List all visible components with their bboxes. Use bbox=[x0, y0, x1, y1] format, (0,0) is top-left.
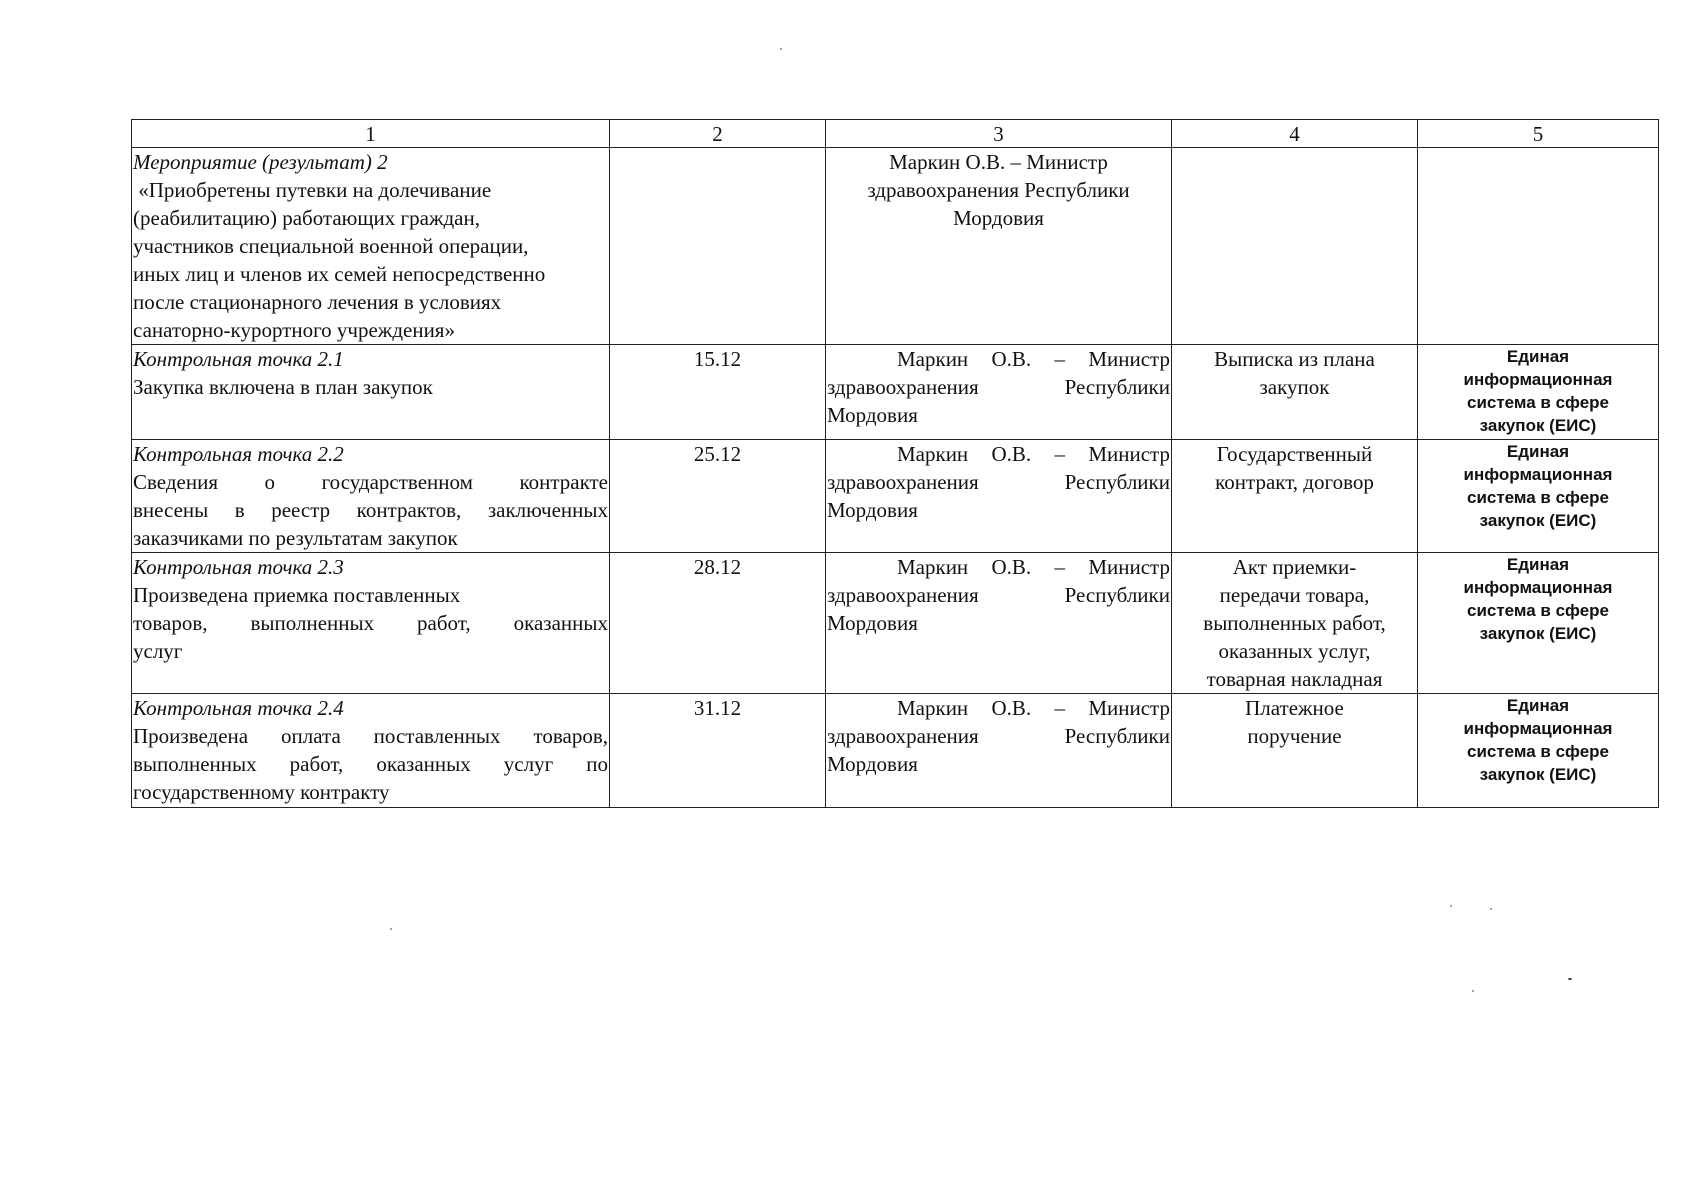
responsible-line: Мордовия bbox=[827, 498, 918, 522]
checkpoint-title: Контрольная точка 2.4 bbox=[133, 696, 344, 720]
event-line: участников специальной военной операции, bbox=[133, 234, 529, 258]
system-line: система в сфере bbox=[1466, 601, 1610, 620]
responsible-line: здравоохранения Республики bbox=[867, 178, 1130, 202]
checkpoint-responsible-cell bbox=[826, 694, 1172, 808]
checkpoint-document-cell bbox=[1172, 694, 1418, 808]
system-line: система в сфере bbox=[1466, 393, 1610, 412]
responsible-line: Мордовия bbox=[827, 611, 918, 635]
document-line: контракт, договор bbox=[1215, 470, 1374, 494]
system-line: информационная bbox=[1463, 370, 1613, 389]
checkpoint-responsible-cell bbox=[826, 440, 1172, 553]
event-description-cell bbox=[132, 148, 610, 345]
checkpoint-date: 31.12 bbox=[610, 694, 826, 808]
event-document-cell bbox=[1172, 148, 1418, 345]
checkpoint-document-cell bbox=[1172, 553, 1418, 694]
header-col-4: 4 bbox=[1172, 120, 1418, 148]
event-line: «Приобретены путевки на долечивание bbox=[133, 178, 492, 202]
responsible-line: Мордовия bbox=[953, 206, 1044, 230]
checkpoint-line: Произведена оплата поставленных товаров, bbox=[133, 724, 608, 748]
checkpoint-line: услуг bbox=[133, 639, 183, 663]
checkpoint-date: 28.12 bbox=[610, 553, 826, 694]
checkpoint-system-cell bbox=[1418, 345, 1659, 440]
scan-speck bbox=[1568, 978, 1572, 980]
document-line: оказанных услуг, bbox=[1218, 639, 1371, 663]
document-line: выполненных работ, bbox=[1203, 611, 1386, 635]
document-line: Акт приемки- bbox=[1232, 555, 1357, 579]
header-col-2: 2 bbox=[610, 120, 826, 148]
system-line: информационная bbox=[1463, 719, 1613, 738]
checkpoint-description-cell bbox=[132, 553, 610, 694]
document-line: передачи товара, bbox=[1219, 583, 1370, 607]
checkpoint-line: государственному контракту bbox=[133, 780, 390, 804]
checkpoint-title: Контрольная точка 2.1 bbox=[133, 347, 344, 371]
checkpoint-line: товаров, выполненных работ, оказанных bbox=[133, 611, 608, 635]
checkpoint-title: Контрольная точка 2.2 bbox=[133, 442, 344, 466]
header-col-5: 5 bbox=[1418, 120, 1659, 148]
scan-speck bbox=[1490, 908, 1492, 910]
checkpoint-description-cell bbox=[132, 345, 610, 440]
system-line: закупок (ЕИС) bbox=[1479, 624, 1597, 643]
checkpoint-line: Сведения о государственном контракте bbox=[133, 470, 608, 494]
event-line: иных лиц и членов их семей непосредственно bbox=[133, 262, 546, 286]
checkpoint-line: внесены в реестр контрактов, заключенных bbox=[133, 498, 608, 522]
checkpoint-system-cell bbox=[1418, 440, 1659, 553]
event-responsible-cell bbox=[826, 148, 1172, 345]
plan-table bbox=[131, 119, 1659, 808]
checkpoint-date: 25.12 bbox=[610, 440, 826, 553]
event-title: Мероприятие (результат) 2 bbox=[133, 150, 388, 174]
system-line: Единая bbox=[1506, 696, 1570, 715]
system-line: система в сфере bbox=[1466, 742, 1610, 761]
checkpoint-description-cell bbox=[132, 694, 610, 808]
event-row bbox=[132, 148, 1659, 345]
checkpoint-system-cell bbox=[1418, 553, 1659, 694]
checkpoint-line: выполненных работ, оказанных услуг по bbox=[133, 752, 608, 776]
responsible-line: Маркин О.В. – Министр bbox=[897, 696, 1170, 720]
event-date-cell bbox=[610, 148, 826, 345]
checkpoint-row bbox=[132, 694, 1659, 808]
checkpoint-title: Контрольная точка 2.3 bbox=[133, 555, 344, 579]
checkpoint-row bbox=[132, 553, 1659, 694]
event-line: санаторно-курортного учреждения» bbox=[133, 318, 455, 342]
document-line: Выписка из плана bbox=[1214, 347, 1375, 371]
scan-speck bbox=[390, 928, 392, 930]
header-col-1: 1 bbox=[132, 120, 610, 148]
system-line: Единая bbox=[1506, 442, 1570, 461]
responsible-line: здравоохранения Республики bbox=[827, 583, 1170, 607]
system-line: Единая bbox=[1506, 555, 1570, 574]
checkpoint-row bbox=[132, 440, 1659, 553]
header-col-3: 3 bbox=[826, 120, 1172, 148]
document-line: Государственный bbox=[1216, 442, 1373, 466]
checkpoint-document-cell bbox=[1172, 345, 1418, 440]
checkpoint-line: Произведена приемка поставленных bbox=[133, 583, 461, 607]
scan-speck bbox=[780, 48, 782, 50]
document-line: закупок bbox=[1259, 375, 1330, 399]
checkpoint-date: 15.12 bbox=[610, 345, 826, 440]
responsible-line: здравоохранения Республики bbox=[827, 375, 1170, 399]
header-row bbox=[132, 120, 1659, 148]
checkpoint-document-cell bbox=[1172, 440, 1418, 553]
system-line: система в сфере bbox=[1466, 488, 1610, 507]
responsible-line: Мордовия bbox=[827, 403, 918, 427]
checkpoint-system-cell bbox=[1418, 694, 1659, 808]
responsible-line: Маркин О.В. – Министр bbox=[897, 347, 1170, 371]
event-line: после стационарного лечения в условиях bbox=[133, 290, 502, 314]
document-line: товарная накладная bbox=[1206, 667, 1383, 691]
system-line: информационная bbox=[1463, 465, 1613, 484]
responsible-line: Маркин О.В. – Министр bbox=[897, 555, 1170, 579]
checkpoint-description-cell bbox=[132, 440, 610, 553]
document-line: Платежное bbox=[1245, 696, 1344, 720]
scan-speck bbox=[1450, 905, 1452, 907]
system-line: информационная bbox=[1463, 578, 1613, 597]
event-system-cell bbox=[1418, 148, 1659, 345]
scan-speck bbox=[1472, 990, 1474, 992]
document-line: поручение bbox=[1247, 724, 1342, 748]
event-line: (реабилитацию) работающих граждан, bbox=[133, 206, 480, 230]
responsible-line: Маркин О.В. – Министр bbox=[897, 442, 1170, 466]
responsible-line: Маркин О.В. – Министр bbox=[889, 150, 1108, 174]
system-line: закупок (ЕИС) bbox=[1479, 765, 1597, 784]
checkpoint-line: заказчиками по результатам закупок bbox=[133, 526, 458, 550]
system-line: закупок (ЕИС) bbox=[1479, 416, 1597, 435]
system-line: Единая bbox=[1506, 347, 1570, 366]
checkpoint-row bbox=[132, 345, 1659, 440]
checkpoint-responsible-cell bbox=[826, 345, 1172, 440]
responsible-line: здравоохранения Республики bbox=[827, 470, 1170, 494]
responsible-line: Мордовия bbox=[827, 752, 918, 776]
checkpoint-line: Закупка включена в план закупок bbox=[133, 375, 433, 399]
system-line: закупок (ЕИС) bbox=[1479, 511, 1597, 530]
responsible-line: здравоохранения Республики bbox=[827, 724, 1170, 748]
checkpoint-responsible-cell bbox=[826, 553, 1172, 694]
